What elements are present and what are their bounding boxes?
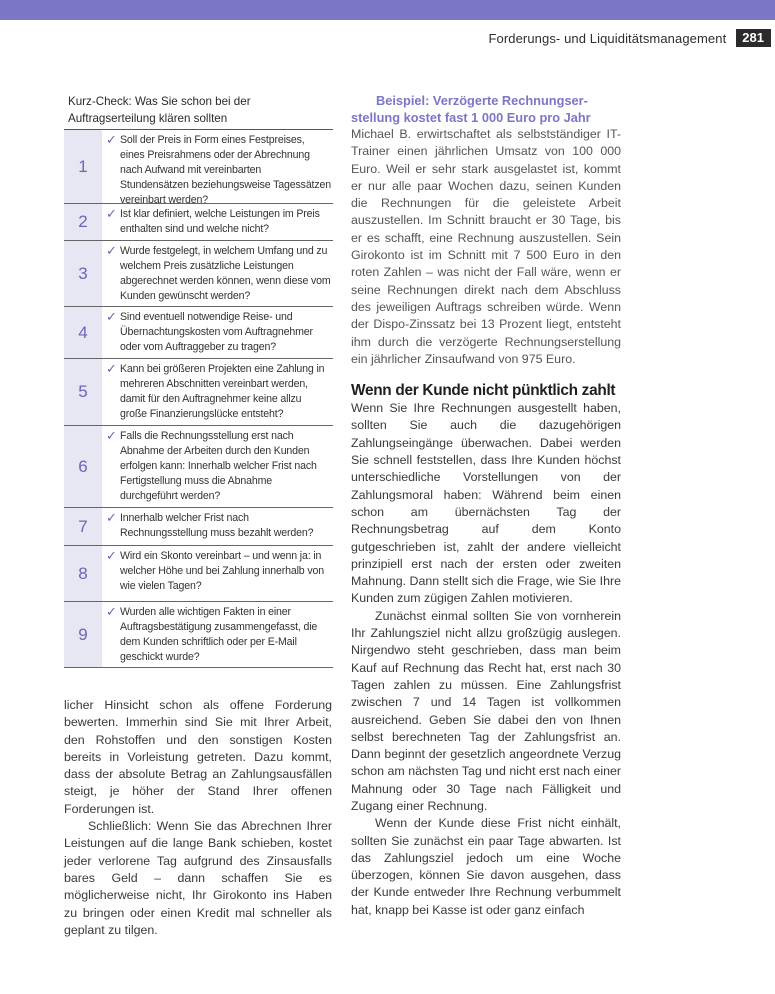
- checklist-number: 4: [64, 307, 102, 358]
- running-header: [488, 29, 771, 47]
- checklist-table: [64, 129, 333, 668]
- checklist-number: 5: [64, 359, 102, 425]
- checklist-number: 3: [64, 241, 102, 306]
- top-color-bar: [0, 0, 775, 20]
- checklist-number: 9: [64, 602, 102, 667]
- body-paragraph: Wenn Sie Ihre Rechnungen ausgestellt haben, sollten Sie auch die dazugehörigen Zahlungseingänge überwachen. Dabei werden Sie schnell feststellen, dass Ihre Kunden höchst unterschiedliche Vorstellungen von der Zahlungsmoral haben: Während beim einen schon am übernächsten Tag der Rechnungsbetrag auf dem Konto gutgeschrieben ist, zahlt der andere vielleicht prinzipiell erst nach der ersten oder zweiten Mahnung. Dann stellt sich die Frage, wie Sie Ihre Kunden zum zügigen Zahlen motivieren.: [351, 401, 621, 606]
- page-number: 281: [736, 29, 771, 47]
- checklist-number: 7: [64, 508, 102, 545]
- body-paragraph: Zunächst einmal sollten Sie von vornherein Ihr Zahlungsziel nicht allzu großzügig auslegen. Nirgendwo steht geschrieben, dass man beim Kauf auf Rechnung das Recht hat, erst nach 30 Tagen zahlen zu müssen. Eine Zahlungsfrist zwischen 7 und 14 Tagen ist vollkommen ausreichend. Geben Sie dabei den von Ihnen selbst berechneten Tag der Zahlungsfrist an. Dann beginnt der gesetzlich angeordnete Verzug schon am nächsten Tag und nicht erst nach einer Mahnung oder 30 Tage nach Fälligkeit und Zugang einer Rechnung.: [351, 608, 621, 813]
- checklist-title: [68, 93, 338, 127]
- checklist-text: Wurde festgelegt, in welchem Umfang und zu welchem Preis zusätzliche Leistungen abgerechnet werden können, wenn diese vom Kunden gewünscht werden?: [120, 245, 331, 302]
- checkmark-icon: ✓: [106, 429, 117, 444]
- checklist-number: 6: [64, 426, 102, 507]
- checkmark-icon: ✓: [106, 310, 117, 325]
- checklist-title-line: Auftragserteilung klären sollten: [68, 112, 228, 125]
- checklist-row: [64, 508, 333, 546]
- checklist-text: Ist klar definiert, welche Leistungen im Preis enthalten sind und welche nicht?: [120, 208, 320, 235]
- checkmark-icon: ✓: [106, 511, 117, 526]
- checklist-row: [64, 546, 333, 602]
- checklist-number: 1: [64, 130, 102, 203]
- checklist-text: Soll der Preis in Form eines Festpreises, eines Preisrahmens oder der Abrechnung nach Aufwand mit vereinbarten Stundensätzen beziehungsweise Tagessätzen vereinbart werden?: [120, 134, 331, 206]
- body-paragraph: Schließlich: Wenn Sie das Abrechnen Ihrer Leistungen auf die lange Bank schieben, kostet jeder verlorene Tag aufgrund des Zinsausfalls bares Geld – dann schaffen Sie es möglicherweise nicht, Ihr Girokonto ins Haben zu bringen oder einen Kredit mal schneller als geplant zu tilgen.: [64, 819, 332, 937]
- right-body-text: [351, 400, 621, 919]
- checklist-title-line: Kurz-Check: Was Sie schon bei der: [68, 95, 251, 108]
- example-heading-line: stellung kostet fast 1 000 Euro pro Jahr: [351, 110, 591, 125]
- checklist-row: [64, 426, 333, 508]
- checklist-row: [64, 602, 333, 668]
- example-heading: [351, 92, 621, 126]
- section-title: Forderungs- und Liquiditätsmanagement: [488, 30, 727, 46]
- checklist-row: [64, 130, 333, 204]
- checkmark-icon: ✓: [106, 244, 117, 259]
- checkmark-icon: ✓: [106, 549, 117, 564]
- checkmark-icon: ✓: [106, 133, 117, 148]
- checklist-text: Kann bei größeren Projekten eine Zahlung in mehreren Abschnitten vereinbart werden, damit für den Auftragnehmer keine allzu große Finanzierungslücke entsteht?: [120, 363, 325, 420]
- checklist-text: Falls die Rechnungsstellung erst nach Abnahme der Arbeiten durch den Kunden erfolgen kann: Innerhalb welcher Frist nach Fertigstellung muss die Abnahme durchgeführt werden?: [120, 430, 317, 502]
- checklist-row: [64, 359, 333, 426]
- checklist-text: Innerhalb welcher Frist nach Rechnungsstellung muss bezahlt werden?: [120, 512, 314, 539]
- checklist-number: 2: [64, 204, 102, 240]
- body-paragraph: licher Hinsicht schon als offene Forderung bewerten. Immerhin sind Sie mit Ihrer Arbeit, den Rohstoffen und den sonstigen Kosten bereits in Vorleistung getreten. Dazu kommt, dass der absolute Betrag an Zahlungsausfällen steigt, je höher der Stand Ihrer offenen Forderungen ist.: [64, 698, 332, 816]
- right-column: [351, 92, 621, 919]
- checklist-text: Wurden alle wichtigen Fakten in einer Auftragsbestätigung zusammengefasst, die dem Kunden schriftlich oder per E-Mail geschickt wurde?: [120, 606, 318, 663]
- checklist-text: Wird ein Skonto vereinbart – und wenn ja: in welcher Höhe und bei Zahlung innerhalb von wie vielen Tagen?: [120, 550, 324, 592]
- checkmark-icon: ✓: [106, 362, 117, 377]
- left-column-text: [64, 697, 332, 939]
- example-text: Michael B. erwirtschaftet als selbstständiger IT-Trainer einen jährlichen Umsatz von 100 000 Euro. Weil er sehr stark ausgelastet ist, kommt er nur alle paar Wochen dazu, seinen Kunden die Rechnungen für die geleistete Arbeit auszustellen. Im Schnitt braucht er 30 Tage, bis er es schafft, eine Rechnung auszustellen. Sein Girokonto ist im Schnitt mit 7 500 Euro in den roten Zahlen – was nicht der Fall wäre, wenn er seine Rechnungen direkt nach dem Abschluss des jeweiligen Auftrags schreiben würde. Wenn der Dispo-Zinssatz bei 13 Prozent liegt, entsteht ihm durch die verzögerte Rechnungserstellung ein jährlicher Zinsaufwand von 975 Euro.: [351, 127, 621, 366]
- checklist-row: [64, 204, 333, 241]
- body-paragraph: Wenn der Kunde diese Frist nicht einhält, sollten Sie zunächst ein paar Tage abwarten. Ist das Zahlungsziel jedoch um eine Woche überzogen, können Sie davon ausgehen, dass der Kunde entweder Ihre Rechnung verbummelt hat, knapp bei Kasse ist oder ganz einfach: [351, 816, 621, 917]
- checklist-row: [64, 307, 333, 359]
- checkmark-icon: ✓: [106, 605, 117, 620]
- checklist-text: Sind eventuell notwendige Reise- und Übernachtungskosten vom Auftragnehmer oder vom Auftraggeber zu tragen?: [120, 311, 313, 353]
- checkmark-icon: ✓: [106, 207, 117, 222]
- checklist-number: 8: [64, 546, 102, 601]
- section-heading: Wenn der Kunde nicht pünktlich zahlt: [351, 382, 616, 400]
- checklist-row: [64, 241, 333, 307]
- example-heading-line: Beispiel: Verzögerte Rechnungser-: [376, 93, 588, 108]
